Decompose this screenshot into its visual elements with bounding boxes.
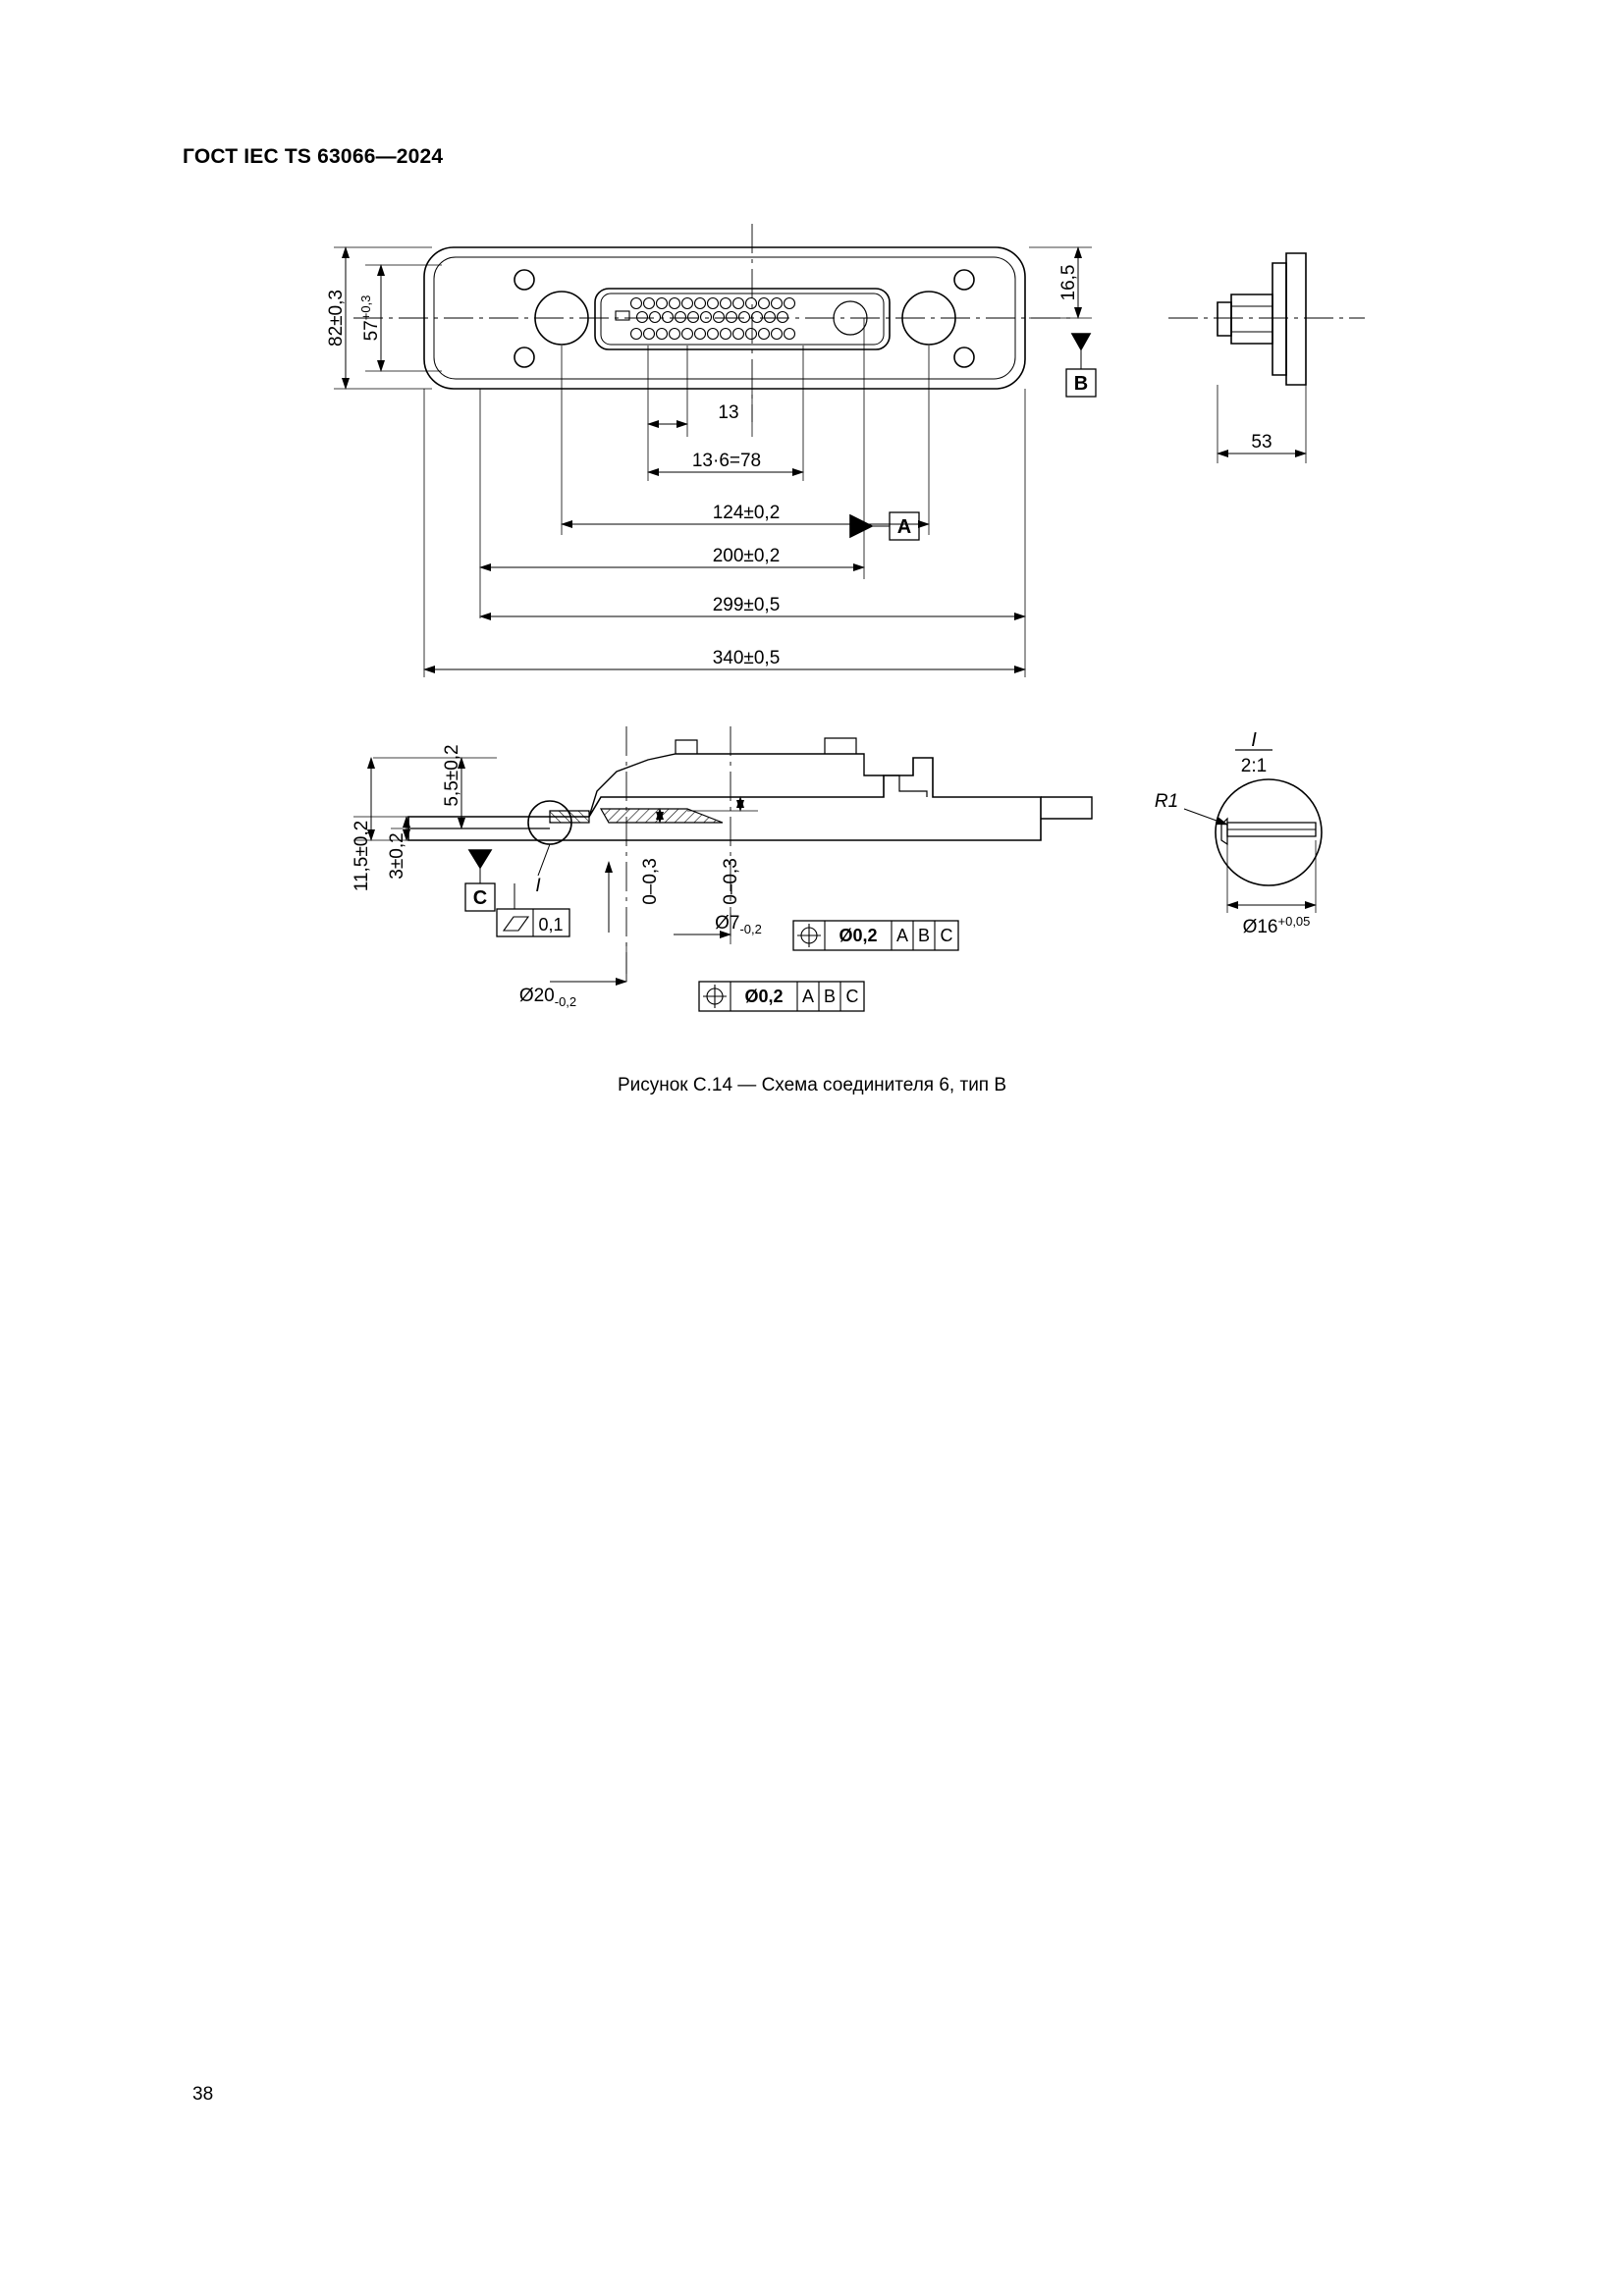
- dim-13-label: 13: [718, 402, 739, 423]
- tol-pos-2-ref-a: A: [801, 987, 815, 1006]
- section-view: [408, 726, 1092, 982]
- datum-c-label: C: [472, 887, 488, 909]
- datum-a-label: A: [896, 516, 912, 538]
- detail-r1-label: R1: [1154, 791, 1179, 812]
- dim-13-6-78-label: 13·6=78: [691, 451, 762, 471]
- dim-299-label: 299±0,5: [712, 595, 781, 615]
- datum-b-label: B: [1073, 373, 1089, 395]
- dim-0-03-2-label: 0–0,3: [721, 858, 741, 905]
- tol-flatness-value: 0,1: [538, 915, 564, 934]
- page-number: 38: [192, 2084, 214, 2105]
- dim-82-label: 82±0,3: [326, 290, 347, 347]
- dim-115-label: 11,5±0,2: [352, 820, 372, 892]
- tol-pos-1-ref-c: C: [940, 926, 953, 945]
- figure-caption: Рисунок С.14 — Схема соединителя 6, тип В: [617, 1075, 1007, 1095]
- detail-title-label: I: [1251, 729, 1257, 751]
- dim-57-label: $57^{+0,3}$: [358, 294, 382, 342]
- tol-pos-2-ref-b: B: [823, 987, 837, 1006]
- dim-3-label: 3±0,2: [387, 832, 407, 880]
- detail-d16-label: $Ø16^{+0,05}$: [1242, 914, 1311, 937]
- dim-d20-label: $Ø20_{-0,2}$: [518, 986, 577, 1009]
- tol-pos-2-ref-c: C: [845, 987, 859, 1006]
- dim-55-label: 5,5±0,2: [442, 744, 462, 807]
- tol-pos-1-ref-a: A: [895, 926, 909, 945]
- tol-pos-1-value: Ø0,2: [839, 926, 878, 945]
- dim-200-label: 200±0,2: [712, 546, 781, 566]
- dim-124-label: 124±0,2: [712, 503, 781, 523]
- front-view: [353, 224, 1070, 422]
- dim-d7-label: $Ø7_{-0,2}$: [715, 913, 762, 936]
- tol-pos-1-ref-b: B: [917, 926, 931, 945]
- dim-53-label: 53: [1251, 432, 1272, 453]
- document-header: ГОСТ IEC TS 63066—2024: [183, 145, 444, 168]
- dim-340-label: 340±0,5: [712, 648, 781, 668]
- tol-pos-2-value: Ø0,2: [744, 987, 784, 1006]
- dim-165-label: 16,5: [1058, 264, 1079, 301]
- section-detail-marker-label: I: [535, 876, 541, 896]
- detail-scale-label: 2:1: [1240, 756, 1268, 776]
- dim-0-03-1-label: 0–0,3: [640, 858, 661, 905]
